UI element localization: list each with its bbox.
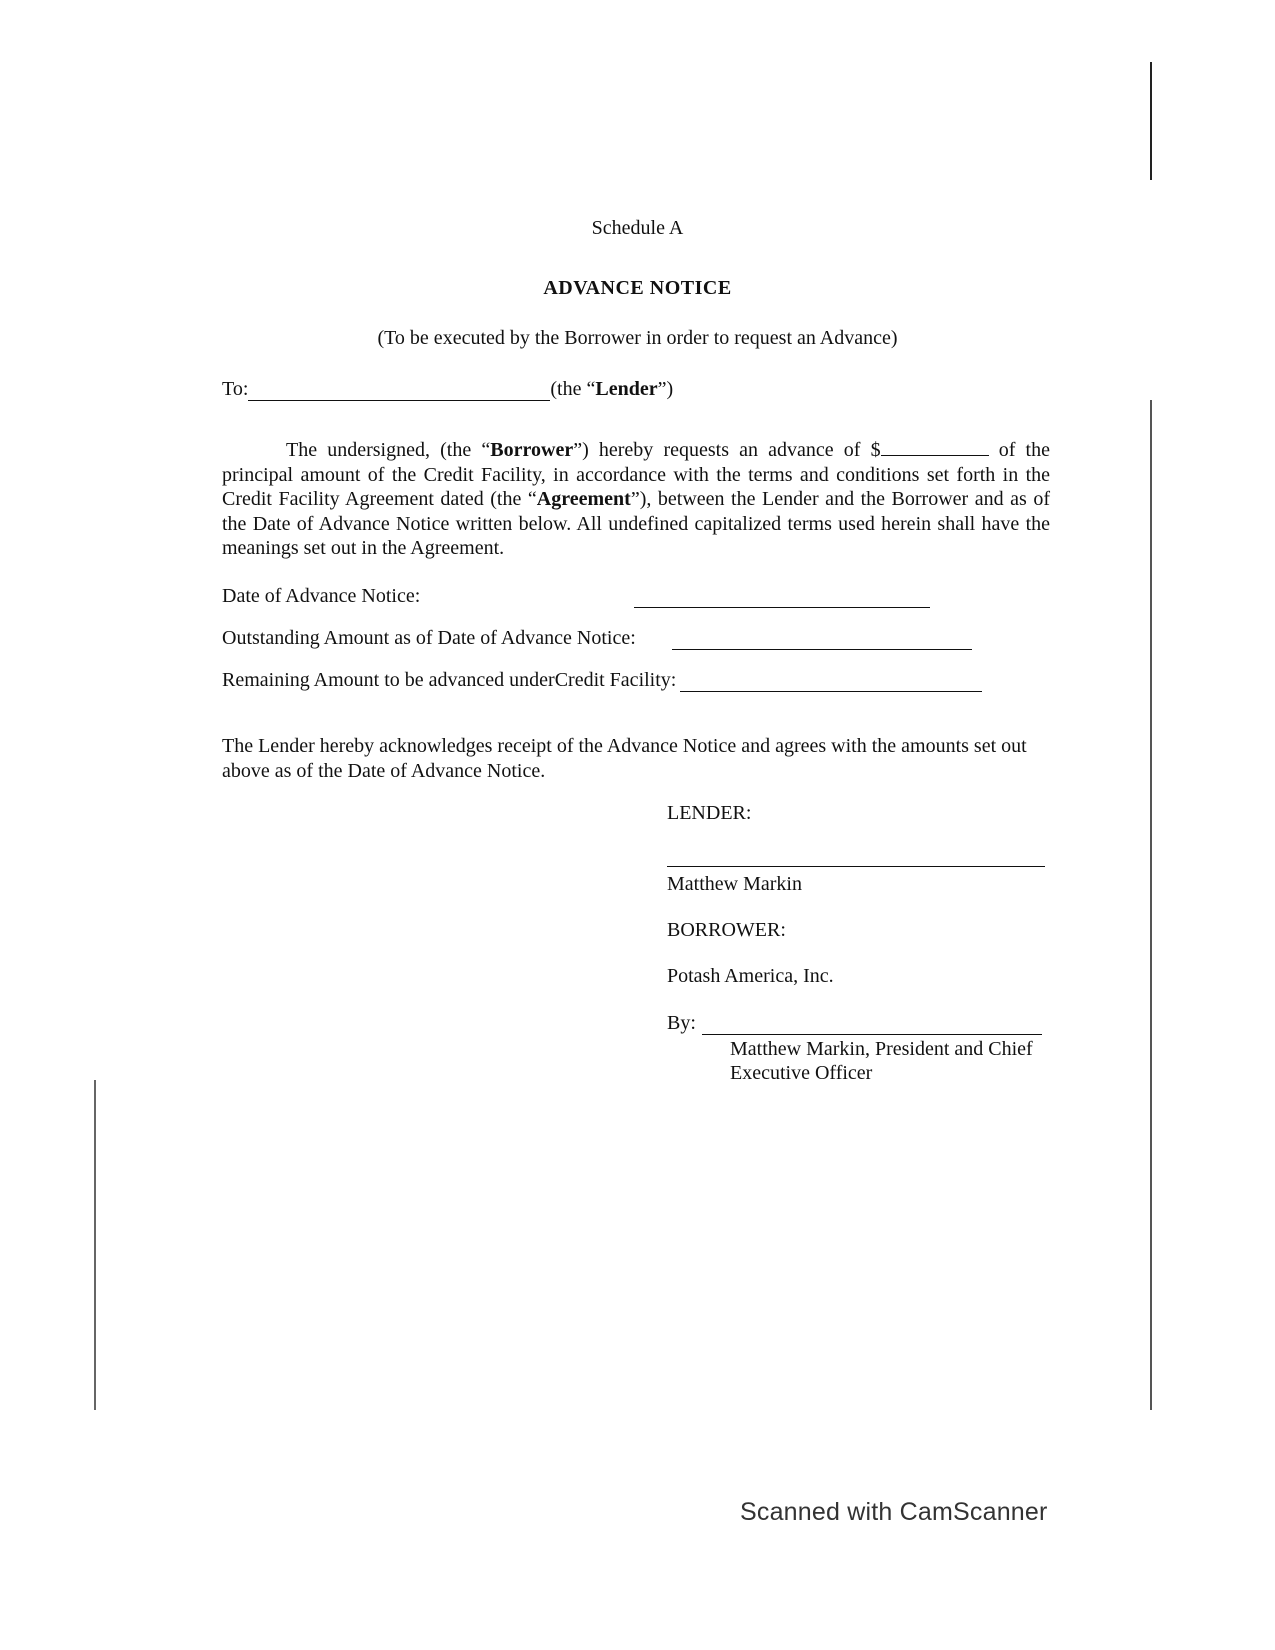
remaining-amount-row <box>222 668 1052 692</box>
lender-to-line <box>222 377 742 401</box>
advance-request-paragraph <box>222 438 1050 561</box>
para1-part1: The undersigned, (the “ <box>286 439 491 461</box>
scan-edge-left <box>94 1080 96 1410</box>
remaining-amount-label: Remaining Amount to be advanced underCredit Facility: <box>222 669 677 691</box>
lender-term: Lender <box>595 378 658 400</box>
acknowledgement-paragraph: The Lender hereby acknowledges receipt of the Advance Notice and agrees with the amounts set out above as of the Date of Advance Notice. <box>222 735 1027 782</box>
lender-name-blank[interactable] <box>248 380 550 401</box>
by-label: By: <box>667 1012 696 1034</box>
page-title: ADVANCE NOTICE <box>543 277 732 299</box>
date-of-advance-label: Date of Advance Notice: <box>222 585 421 607</box>
scan-edge-right <box>1150 400 1152 1410</box>
date-of-advance-blank[interactable] <box>634 587 930 608</box>
to-label: To: <box>222 378 249 400</box>
borrower-by-row <box>667 1011 1067 1035</box>
outstanding-amount-blank[interactable] <box>672 629 972 650</box>
signature-block <box>667 802 1067 1085</box>
borrower-heading: BORROWER: <box>667 919 786 941</box>
remaining-amount-blank[interactable] <box>680 671 982 692</box>
signer-title-line1: Matthew Markin, President and Chief <box>730 1038 1033 1060</box>
lender-prefix: (the “ <box>550 378 596 400</box>
lender-heading: LENDER: <box>667 802 752 824</box>
borrower-company: Potash America, Inc. <box>667 965 834 987</box>
lender-signature-line[interactable] <box>667 866 1045 867</box>
page-subtitle: (To be executed by the Borrower in order to request an Advance) <box>377 327 898 349</box>
borrower-term: Borrower <box>490 439 574 461</box>
borrower-signature-line[interactable] <box>702 1016 1042 1035</box>
outstanding-amount-label: Outstanding Amount as of Date of Advance Notice: <box>222 627 636 649</box>
para1-part4: ”), between the Lender and the Borrower and as of the Date of Advance Notice written below. All undefined capitalized terms used herein shall have the meanings set out in the Agreement. <box>222 488 1050 559</box>
lender-suffix: ”) <box>657 378 674 400</box>
para1-part3: of the principal amount of the Credit Facility, in accordance with the terms and conditions set forth in the Credit Facility Agreement dated (the “ <box>222 439 1050 510</box>
signer-title-line2: Executive Officer <box>730 1062 873 1084</box>
camscanner-watermark: Scanned with CamScanner <box>740 1498 1048 1526</box>
schedule-label: Schedule A <box>591 217 684 239</box>
lender-signer-name: Matthew Markin <box>667 873 802 895</box>
advance-amount-blank[interactable] <box>881 439 989 456</box>
date-of-advance-row <box>222 584 1052 608</box>
para1-part2: ”) hereby requests an advance of $ <box>573 439 881 461</box>
agreement-term: Agreement <box>536 488 631 510</box>
outstanding-amount-row <box>222 626 1052 650</box>
scan-edge-right-top <box>1150 62 1152 180</box>
signer-title <box>730 1037 1067 1085</box>
